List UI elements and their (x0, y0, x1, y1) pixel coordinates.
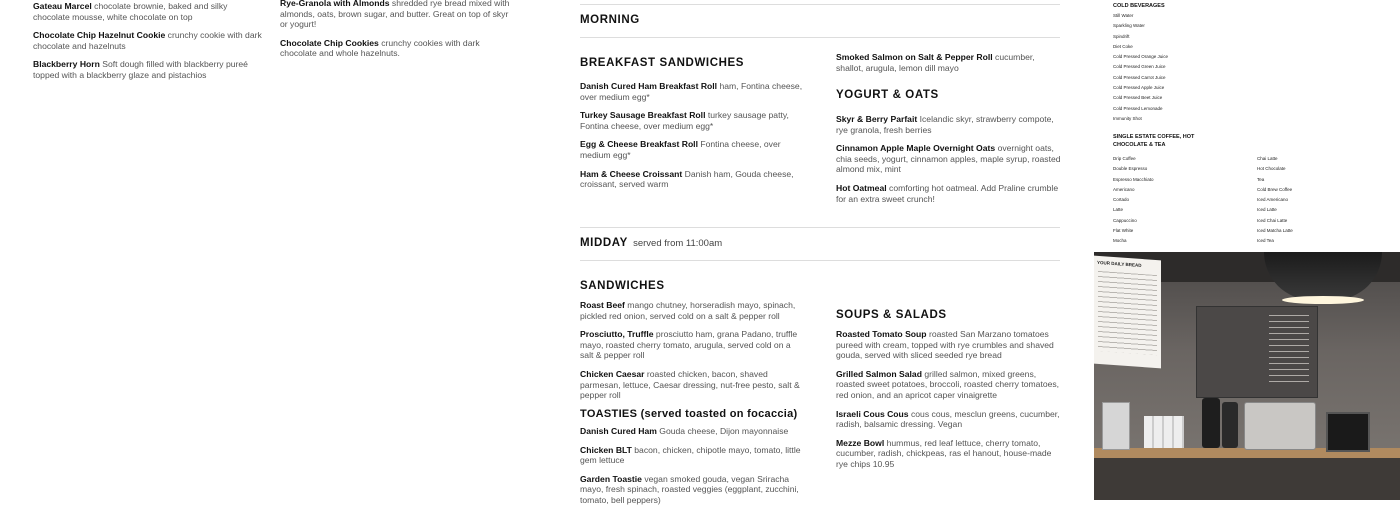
menu-item-name: Chicken BLT (580, 444, 632, 455)
menu-item (33, 59, 263, 80)
menu-item (33, 30, 263, 51)
beverage-item: Cold Pressed Orange Juice (1113, 54, 1169, 60)
menu-item-name: Rye-Granola with Almonds (280, 0, 390, 8)
beverage-item: Flat White (1113, 228, 1134, 234)
menu-item-name: Grilled Salmon Salad (836, 368, 922, 379)
menu-item-name: Skyr & Berry Parfait (836, 114, 918, 124)
grinder-2 (1222, 402, 1238, 448)
menu-item (580, 300, 805, 321)
menu-item-description: Soft dough filled with blackberry pureé topped with a blackberry glaze and pistachios (33, 59, 248, 80)
menu-item-description: chocolate brownie, baked and silky chocolate mousse, white chocolate on top (33, 1, 228, 22)
beverage-item: Diet Coke (1113, 43, 1133, 49)
menu-item-name: Roasted Tomato Soup (836, 329, 927, 339)
menu-item (836, 409, 1061, 430)
midday-rule (580, 260, 1060, 261)
menu-item-name: Cinnamon Apple Maple Overnight Oats (836, 143, 996, 154)
menu-board-lines (1098, 271, 1157, 355)
beverage-item: Tea (1257, 176, 1265, 182)
beverage-item: Americano (1113, 186, 1135, 192)
beverage-item: Drip Coffee (1113, 156, 1136, 161)
menu-item-name: Turkey Sausage Breakfast Roll (580, 110, 706, 121)
menu-item-description: prosciutto ham, grana Padano, truffle mayo, roasted cherry tomato, arugula, served cold on a salt & pepper roll (580, 329, 798, 361)
menu-item-description: mango chutney, horseradish mayo, spinach, pickled red onion, served cold on a salt & pepper roll (580, 300, 796, 321)
hot-beverages-left (1113, 154, 1154, 247)
menu-item-name: Chocolate Chip Hazelnut Cookie (33, 30, 166, 41)
breakfast-list (580, 81, 805, 198)
wall-menu-lines (1269, 315, 1309, 385)
cold-beverages-list (1113, 11, 1168, 124)
menu-item (580, 139, 805, 160)
menu-item (836, 52, 1061, 73)
menu-item-name: Israeli Cous Cous (836, 408, 909, 419)
menu-item-name: Smoked Salmon on Salt & Pepper Roll (836, 52, 993, 62)
menu-item (580, 81, 805, 102)
menu-item-name: Egg & Cheese Breakfast Roll (580, 139, 698, 150)
cold-beverages-title: COLD BEVERAGES (1113, 3, 1165, 9)
midday-top-rule (580, 227, 1060, 228)
beverage-item: Cappuccino (1113, 217, 1137, 223)
menu-item (836, 438, 1061, 470)
beverage-item: Cortado (1113, 197, 1130, 203)
beverage-item: Cold Pressed Beet Juice (1113, 95, 1163, 101)
espresso-machine (1244, 402, 1316, 450)
menu-item-description: cous cous, mesclun greens, cucumber, radish, balsamic dressing. Vegan (836, 408, 1060, 430)
beverage-item: Mocha (1113, 238, 1127, 244)
menu-item-description: comforting hot oatmeal. Add Praline crumble for an extra sweet crunch! (836, 182, 1059, 204)
beverage-item: Cold Pressed Carrot Juice (1113, 74, 1166, 80)
beverage-item: Chai Latte (1257, 156, 1278, 161)
menu-item-name: Roast Beef (580, 300, 625, 310)
menu-item (580, 474, 805, 506)
menu-item-description: hummus, red leaf lettuce, cherry tomato, cucumber, radish, chickpeas, ras el hanout, house-made rye chips 10.95 (836, 437, 1052, 469)
menu-item (836, 143, 1061, 175)
menu-item-description: ham, Fontina cheese, over medium egg* (580, 81, 803, 102)
toasties-heading: TOASTIES (served toasted on focaccia) (580, 408, 798, 420)
menu-item-description: vegan smoked gouda, vegan Sriracha mayo, fresh spinach, roasted veggies (eggplant, zucchini, tomato, bell peppers) (580, 473, 799, 505)
counter-front (1094, 458, 1400, 500)
beverage-item: Cold Pressed Lemonade (1113, 105, 1163, 111)
beverage-item: Sparkling Water (1113, 23, 1145, 29)
midday-title: MIDDAY (580, 237, 628, 249)
menu-item-description: crunchy cookie with dark chocolate and hazelnuts (33, 30, 262, 51)
beverage-item: Espresso Macchiato (1113, 176, 1154, 182)
menu-item-description: cucumber, shallot, arugula, lemon dill mayo (836, 52, 1035, 73)
yogurt-oats-heading: YOGURT & OATS (836, 89, 939, 101)
cafe-photo (1094, 252, 1400, 500)
menu-item-name: Blackberry Horn (33, 59, 100, 70)
beverage-item: Iced Americano (1257, 197, 1289, 203)
menu-item-description: overnight oats, chia seeds, yogurt, cinnamon apples, maple syrup, roasted almond mix, mint (836, 143, 1061, 175)
menu-item (836, 114, 1061, 135)
beverage-item: Double Espresso (1113, 166, 1148, 172)
beverage-item: Still Water (1113, 13, 1134, 18)
sandwiches-list (580, 300, 805, 409)
beverage-item: Iced Matcha Latte (1257, 228, 1293, 234)
menu-item-description: crunchy cookies with dark chocolate and whole hazelnuts. (280, 37, 480, 59)
menu-item (580, 169, 805, 190)
beverage-item: Hot Chocolate (1257, 166, 1286, 172)
menu-item-name: Garden Toastie (580, 473, 642, 484)
soups-list (836, 329, 1061, 478)
beverage-item: Cold Brew Coffee (1257, 186, 1293, 192)
menu-item (580, 445, 805, 466)
menu-item (280, 0, 510, 30)
breakfast-right-list (836, 52, 1061, 81)
menu-item (580, 329, 805, 361)
menu-item (836, 369, 1061, 401)
menu-item (580, 426, 805, 437)
toasties-list (580, 426, 805, 514)
cup-stack (1144, 416, 1184, 448)
menu-item-name: Hot Oatmeal (836, 182, 887, 193)
menu-item-name: Ham & Cheese Croissant (580, 168, 683, 179)
beverage-item: Iced Tea (1257, 238, 1274, 244)
register-screen (1326, 412, 1370, 452)
grinder-1 (1202, 398, 1220, 448)
menu-item-name: Danish Cured Ham (580, 426, 657, 436)
midday-heading (580, 237, 722, 249)
beverage-item: Iced Chai Latte (1257, 217, 1288, 223)
pastry-column-1 (33, 1, 263, 89)
pendant-lamp-glow (1282, 296, 1364, 304)
beverage-card (1094, 0, 1400, 252)
menu-board (1094, 256, 1161, 369)
morning-heading: MORNING (580, 14, 640, 26)
beverage-item: Cold Pressed Apple Juice (1113, 85, 1165, 91)
menu-item-description: turkey sausage patty, Fontina cheese, over medium egg* (580, 110, 789, 131)
hot-beverages-right (1257, 154, 1293, 247)
menu-item (836, 183, 1061, 204)
menu-item-description: grilled salmon, mixed greens, roasted sweet potatoes, broccoli, roasted cherry tomatoes, red onion, and an apricot caper vinaigrette (836, 368, 1060, 400)
top-rule (580, 4, 1060, 5)
wall-panel (1196, 306, 1318, 398)
menu-item (580, 369, 805, 401)
sandwiches-heading: SANDWICHES (580, 280, 665, 292)
beverage-item: Spindrift (1113, 33, 1130, 39)
menu-item (580, 110, 805, 131)
yogurt-list (836, 114, 1061, 212)
morning-rule (580, 37, 1060, 38)
beverage-item: Immunity Shot (1113, 115, 1142, 121)
menu-item-description: Gouda cheese, Dijon mayonnaise (659, 426, 789, 436)
menu-item (280, 38, 510, 59)
beverage-item: Latte (1113, 207, 1124, 213)
menu-item-name: Prosciutto, Truffle (580, 329, 654, 340)
menu-item-name: Mezze Bowl (836, 437, 885, 448)
menu-item-name: Danish Cured Ham Breakfast Roll (580, 81, 718, 91)
menu-item-name: Chicken Caesar (580, 368, 645, 379)
menu-item (836, 329, 1061, 361)
coffee-brewer (1102, 402, 1130, 450)
menu-item-description: shredded rye bread mixed with almonds, oats, brown sugar, and butter. Great on top of skyr or yogurt! (280, 0, 510, 30)
menu-item-description: Fontina cheese, over medium egg* (580, 139, 781, 160)
beverage-item: Cold Pressed Green Juice (1113, 64, 1166, 70)
menu-item-description: bacon, chicken, chipotle mayo, tomato, little gem lettuce (580, 444, 801, 466)
menu-board-title: YOUR DAILY BREAD (1097, 259, 1142, 268)
menu-item-description: Danish ham, Gouda cheese, croissant, served warm (580, 168, 794, 190)
soups-salads-heading: SOUPS & SALADS (836, 309, 947, 321)
midday-note: served from 11:00am (633, 238, 723, 249)
menu-item-description: roasted San Marzano tomatoes pureed with cream, topped with rye crumbles and shaved gouda, served with sliced seeded rye bread (836, 329, 1054, 361)
pendant-lamp (1264, 252, 1382, 300)
pastry-column-2 (280, 0, 510, 67)
menu-item-description: roasted chicken, bacon, shaved parmesan, lettuce, Caesar dressing, nut-free pesto, salt & pepper roll (580, 368, 800, 401)
breakfast-sandwiches-heading: BREAKFAST SANDWICHES (580, 57, 745, 69)
beverage-item: Iced Latte (1257, 207, 1277, 213)
menu-item (33, 1, 263, 22)
hot-beverages-title: SINGLE ESTATE COFFEE, HOT CHOCOLATE & TEA (1113, 134, 1195, 148)
menu-item-name: Chocolate Chip Cookies (280, 37, 379, 48)
menu-item-name: Gateau Marcel (33, 1, 92, 11)
menu-item-description: Icelandic skyr, strawberry compote, rye granola, fresh berries (836, 114, 1054, 135)
